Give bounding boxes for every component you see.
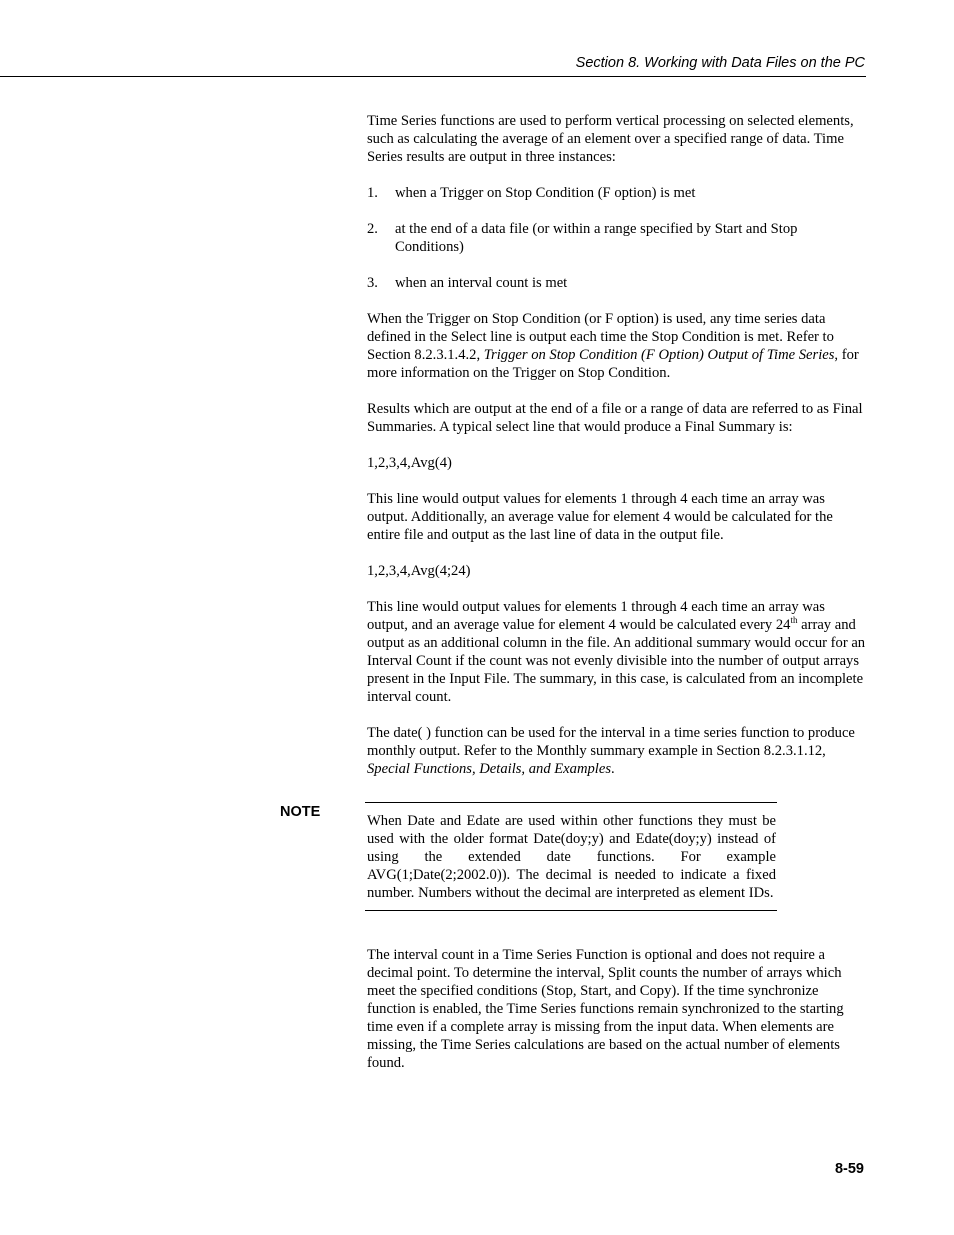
main-content bbox=[367, 112, 867, 796]
date-text-after: . bbox=[611, 761, 615, 777]
trigger-text-before: When the Trigger on Stop Condition (or F option) is used, any time series data defined in the Select line is output each time the Stop Condition is met. Refer to Section 8.2.3.1.4.2, bbox=[367, 311, 834, 363]
note-label: NOTE bbox=[280, 804, 321, 820]
list-item-text: at the end of a data file (or within a range specified by Start and Stop Conditions) bbox=[395, 221, 798, 255]
trigger-text-after: , for more information on the Trigger on Stop Condition. bbox=[367, 347, 859, 381]
example2-text-after: array and output as an additional column in the file. An additional summary would occur for an Interval Count if the count was not evenly divisible into the number of output arrays present in the Input File. The summary, in this case, is calculated from an incomplete interval count. bbox=[367, 617, 866, 705]
list-item-number: 1. bbox=[367, 185, 378, 201]
list-item bbox=[367, 274, 867, 292]
list-item-text: when a Trigger on Stop Condition (F option) is met bbox=[395, 185, 696, 201]
date-text-before: The date( ) function can be used for the interval in a time series function to produce monthly output. Refer to the Monthly summary example in Section 8.2.3.1.12, bbox=[367, 725, 855, 759]
example1-code: 1,2,3,4,Avg(4) bbox=[367, 455, 452, 471]
page-number: 8-59 bbox=[834, 1161, 864, 1177]
list-item-text: when an interval count is met bbox=[395, 275, 568, 291]
trigger-section-title: Trigger on Stop Condition (F Option) Output of Time Series bbox=[483, 347, 835, 363]
section-header: Section 8. Working with Data Files on the PC bbox=[575, 55, 865, 71]
note-text: When Date and Edate are used within other functions they must be used with the older format Date(doy;y) and Edate(doy;y) instead of using the extended date functions. For example AVG(1;Date(2;2002.0)). The decimal is needed to indicate a fixed number. Numbers without the decimal are interpreted as element IDs. bbox=[367, 813, 776, 901]
header-rule bbox=[0, 76, 866, 77]
trigger-paragraph bbox=[367, 310, 867, 382]
list-item-number: 3. bbox=[367, 275, 378, 291]
date-section-title: Special Functions, Details, and Examples bbox=[367, 761, 611, 777]
intro-paragraph: Time Series functions are used to perform vertical processing on selected elements, such as calculating the average of an element over a specified range of data. Time Series results are output in three instances: bbox=[367, 113, 854, 165]
example2-text-before: This line would output values for elements 1 through 4 each time an array was output, and an average value for element 4 would be calculated every 24 bbox=[367, 599, 825, 633]
instances-list bbox=[367, 184, 867, 292]
final-summary-paragraph: Results which are output at the end of a file or a range of data are referred to as Final Summaries. A typical select line that would produce a Final Summary is: bbox=[367, 401, 863, 435]
interval-paragraph: The interval count in a Time Series Function is optional and does not require a decimal point. To determine the interval, Split counts the number of arrays which meet the specified conditions (Stop, Start, and Copy). If the time synchronize function is enabled, the Time Series functions remain synchronized to the starting time even if a complete array is missing from the input data. When elements are missing, the Time Series calculations are based on the actual number of elements found. bbox=[367, 947, 844, 1071]
example2-description bbox=[367, 598, 867, 706]
secondary-content bbox=[367, 946, 867, 1072]
ordinal-suffix: th bbox=[790, 615, 798, 626]
list-item bbox=[367, 184, 867, 202]
note-box bbox=[365, 802, 777, 911]
date-paragraph bbox=[367, 724, 867, 778]
example2-code: 1,2,3,4,Avg(4;24) bbox=[367, 563, 471, 579]
example1-description: This line would output values for elements 1 through 4 each time an array was output. Additionally, an average value for element 4 would be calculated for the entire file and output as the last line of data in the output file. bbox=[367, 491, 833, 543]
list-item bbox=[367, 220, 867, 256]
list-item-number: 2. bbox=[367, 221, 378, 237]
